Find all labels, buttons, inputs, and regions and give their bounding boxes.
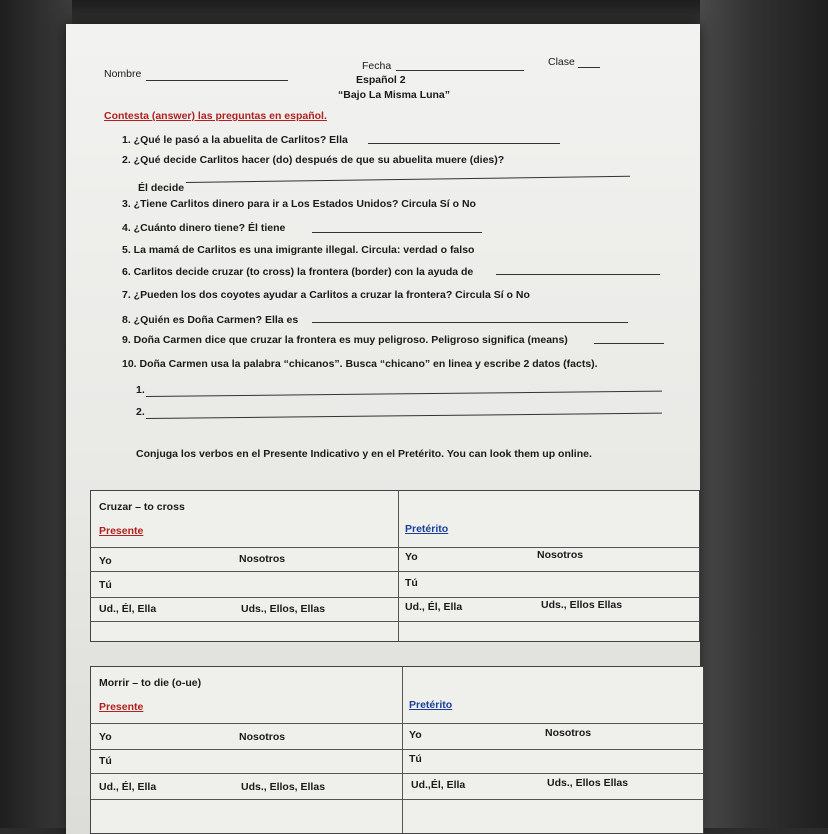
movie-title: “Bajo La Misma Luna” (338, 89, 451, 101)
fecha-blank[interactable] (396, 70, 524, 71)
fecha-label: Fecha (362, 60, 392, 72)
yo-presente-cell[interactable]: Yo (99, 731, 112, 743)
clase-blank[interactable] (578, 67, 600, 68)
question-6: 6. Carlitos decide cruzar (to cross) la frontera (border) con la ayuda de (122, 266, 474, 278)
nosotros-presente-cell[interactable]: Nosotros (239, 553, 286, 565)
answer-9-blank[interactable] (594, 343, 664, 344)
conjugate-instructions: Conjuga los verbos en el Presente Indicativo y en el Pretérito. You can look them up online. (136, 448, 592, 460)
question-3: 3. ¿Tiene Carlitos dinero para ir a Los Estados Unidos? Circula Sí o No (122, 198, 476, 210)
presente-header: Presente (99, 701, 144, 713)
preterito-header: Pretérito (409, 699, 453, 711)
background-left (0, 0, 72, 828)
worksheet-page (66, 24, 700, 834)
nombre-label: Nombre (104, 68, 142, 80)
question-5: 5. La mamá de Carlitos es una imigrante illegal. Circula: verdad o falso (122, 244, 475, 256)
question-8: 8. ¿Quién es Doña Carmen? Ella es (122, 314, 299, 326)
verb-title: Cruzar – to cross (99, 501, 185, 513)
fact-2-blank[interactable] (146, 413, 662, 419)
clase-label: Clase (548, 56, 575, 68)
answer-8-blank[interactable] (312, 322, 628, 323)
conjugation-table-cruzar (90, 490, 700, 642)
verb-title: Morrir – to die (o-ue) (99, 677, 202, 689)
fact-2-label: 2. (136, 406, 145, 418)
ud-presente-cell[interactable]: Ud., Él, Ella (99, 781, 157, 793)
background-right (700, 0, 828, 828)
uds-preterito-cell[interactable]: Uds., Ellos Ellas (547, 777, 629, 789)
answer-2-blank[interactable] (186, 176, 630, 183)
preterito-header: Pretérito (405, 523, 449, 535)
uds-preterito-cell[interactable]: Uds., Ellos Ellas (541, 599, 623, 611)
course-name: Español 2 (356, 74, 406, 86)
answer-1-blank[interactable] (368, 143, 560, 144)
tu-preterito-cell[interactable]: Tú (405, 577, 418, 589)
tu-presente-cell[interactable]: Tú (99, 579, 112, 591)
answer-4-blank[interactable] (312, 232, 482, 233)
uds-presente-cell[interactable]: Uds., Ellos, Ellas (241, 781, 326, 793)
question-1: 1. ¿Qué le pasó a la abuelita de Carlitos? Ella (122, 134, 348, 146)
tu-presente-cell[interactable]: Tú (99, 755, 112, 767)
fact-1-blank[interactable] (146, 391, 662, 397)
conjugation-table-morrir (90, 666, 704, 834)
ud-presente-cell[interactable]: Ud., Él, Ella (99, 603, 157, 615)
uds-presente-cell[interactable]: Uds., Ellos, Ellas (241, 603, 326, 615)
question-4: 4. ¿Cuánto dinero tiene? Él tiene (122, 222, 286, 234)
fact-1-label: 1. (136, 384, 145, 396)
question-2: 2. ¿Qué decide Carlitos hacer (do) después de que su abuelita muere (dies)? (122, 154, 505, 166)
question-9: 9. Doña Carmen dice que cruzar la frontera es muy peligroso. Peligroso significa (means) (122, 334, 568, 346)
yo-preterito-cell[interactable]: Yo (409, 729, 422, 741)
question-10: 10. Doña Carmen usa la palabra “chicanos”. Busca “chicano” en linea y escribe 2 datos (facts). (122, 358, 598, 370)
ud-preterito-cell[interactable]: Ud., Él, Ella (405, 601, 463, 613)
nosotros-preterito-cell[interactable]: Nosotros (537, 549, 584, 561)
nosotros-presente-cell[interactable]: Nosotros (239, 731, 286, 743)
presente-header: Presente (99, 525, 144, 537)
tu-preterito-cell[interactable]: Tú (409, 753, 422, 765)
question-2-prompt: Él decide (138, 182, 185, 194)
nosotros-preterito-cell[interactable]: Nosotros (545, 727, 592, 739)
nombre-blank[interactable] (146, 80, 288, 81)
yo-presente-cell[interactable]: Yo (99, 555, 112, 567)
answer-6-blank[interactable] (496, 274, 660, 275)
ud-preterito-cell[interactable]: Ud.,Él, Ella (411, 779, 466, 791)
yo-preterito-cell[interactable]: Yo (405, 551, 418, 563)
instructions: Contesta (answer) las preguntas en español. (104, 110, 327, 122)
question-7: 7. ¿Pueden los dos coyotes ayudar a Carlitos a cruzar la frontera? Circula Sí o No (122, 289, 530, 301)
